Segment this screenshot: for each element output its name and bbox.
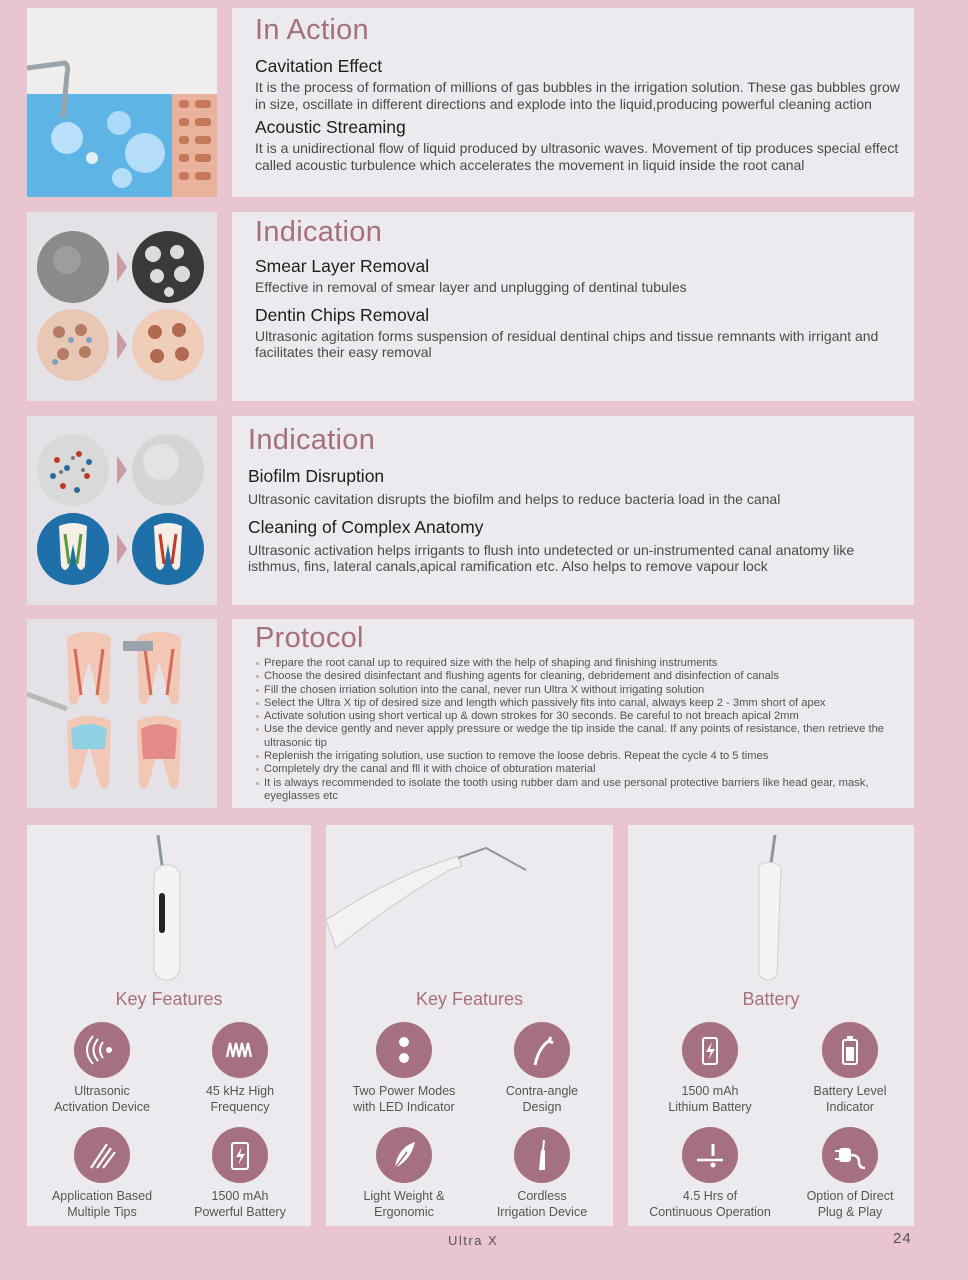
- protocol-step: Prepare the root canal up to required size with the help of shaping and finishing instruments: [256, 657, 896, 670]
- protocol-step: Fill the chosen irriation solution into the canal, never run Ultra X without irrigating solution: [256, 684, 896, 697]
- complex-anatomy-heading: Cleaning of Complex Anatomy: [248, 516, 484, 537]
- battery-level-icon: [822, 1022, 878, 1078]
- feature-label: Option of Direct: [806, 1189, 894, 1203]
- in-action-content: [255, 56, 900, 173]
- feature-label: Multiple Tips: [67, 1204, 137, 1219]
- device-image-3: [745, 835, 795, 985]
- feature-continuous-operation: [640, 1127, 780, 1220]
- feather-icon: [376, 1127, 432, 1183]
- dentin-chips-text: Ultrasonic agitation forms suspension of residual dentinal chips and tissue remnants with irrigant and facilitates their easy removal: [255, 327, 879, 360]
- protocol-step: Activate solution using short vertical up & down strokes for 30 seconds. Be careful to not breach apical 2mm: [256, 710, 896, 723]
- feature-label: Ergonomic: [374, 1204, 434, 1219]
- feature-ultrasonic: [32, 1022, 172, 1115]
- indication-content-2: [248, 466, 898, 575]
- power-modes-icon: [376, 1022, 432, 1078]
- indication-content-1: [255, 256, 900, 361]
- biofilm-text: Ultrasonic cavitation disrupts the biofilm and helps to reduce bacteria load in the canal: [248, 491, 781, 507]
- acoustic-heading: Acoustic Streaming: [255, 117, 406, 137]
- protocol-step: Replenish the irrigating solution, use suction to remove the loose debris. Repeat the cycle 4 to 5 times: [256, 750, 896, 763]
- feature-label: Frequency: [210, 1099, 270, 1114]
- protocol-step: It is always recommended to isolate the tooth using rubber dam and use personal protective barriers like head gear, mask, eyeglasses etc: [256, 777, 896, 804]
- protocol-title: Protocol: [255, 622, 364, 654]
- cordless-device-icon: [514, 1127, 570, 1183]
- feature-label: Application Based: [51, 1189, 153, 1203]
- frequency-wave-icon: [212, 1022, 268, 1078]
- battery-bolt-icon: [212, 1127, 268, 1183]
- feature-label: Irrigation Device: [496, 1204, 588, 1219]
- protocol-step: Use the device gently and never apply pressure or wedge the tip inside the canal. If any points of resistance, then retrieve the ultrasonic tip: [256, 723, 896, 750]
- feature-plug-play: [780, 1127, 920, 1220]
- cavitation-text: It is the process of formation of millions of gas bubbles in the irrigation solution. These gas bubbles grow in size, oscillate in different directions and explode into the liquid,producing powerful cleaning action: [255, 79, 900, 112]
- in-action-title: In Action: [255, 14, 369, 46]
- feature-contra-angle: [472, 1022, 612, 1115]
- feature-label: 1500 mAh: [681, 1084, 739, 1098]
- feature-label: Light Weight &: [363, 1189, 445, 1203]
- device-image-2: [326, 830, 536, 950]
- continuous-operation-icon: [682, 1127, 738, 1183]
- smear-layer-illustration: [27, 212, 217, 401]
- feature-label: Two Power Modes: [352, 1084, 456, 1098]
- smear-layer-text: Effective in removal of smear layer and unplugging of dentinal tubules: [255, 279, 687, 295]
- indication-title-2: Indication: [248, 424, 376, 456]
- plug-icon: [822, 1127, 878, 1183]
- cavitation-heading: Cavitation Effect: [255, 56, 383, 76]
- feature-label: 4.5 Hrs of: [682, 1189, 738, 1203]
- feature-label: with LED Indicator: [353, 1099, 455, 1114]
- key-features-title-1: Key Features: [115, 989, 223, 1009]
- page-number: 24: [893, 1230, 912, 1247]
- protocol-illustration: [27, 619, 217, 808]
- feature-lithium-battery: [640, 1022, 780, 1115]
- multiple-tips-icon: [74, 1127, 130, 1183]
- feature-label: Ultrasonic: [74, 1084, 130, 1098]
- device-image-1: [140, 835, 200, 985]
- dentin-chips-heading: Dentin Chips Removal: [255, 304, 430, 325]
- product-name-footer: Ultra X: [448, 1233, 499, 1248]
- protocol-steps: [256, 657, 896, 803]
- smear-layer-heading: Smear Layer Removal: [255, 256, 430, 276]
- key-features-title-2: Key Features: [415, 989, 524, 1009]
- biofilm-heading: Biofilm Disruption: [248, 466, 385, 486]
- ultrasonic-wave-icon: [74, 1022, 130, 1078]
- feature-label: 45 kHz High: [205, 1084, 275, 1098]
- indication-title-1: Indication: [255, 216, 383, 248]
- feature-power-modes: [334, 1022, 474, 1115]
- feature-label: Battery Level: [813, 1084, 887, 1098]
- contra-angle-icon: [514, 1022, 570, 1078]
- feature-label: Powerful Battery: [194, 1204, 286, 1219]
- lithium-battery-icon: [682, 1022, 738, 1078]
- feature-frequency: [170, 1022, 310, 1115]
- cavitation-illustration: [27, 8, 217, 197]
- feature-label: Activation Device: [54, 1099, 150, 1114]
- biofilm-illustration: [27, 416, 217, 605]
- feature-label: Indicator: [826, 1099, 874, 1114]
- acoustic-text: It is a unidirectional flow of liquid produced by ultrasonic waves. Movement of tip produces special effect called acoustic turbulence which accelerates the movement in liquid inside the root canal: [255, 140, 899, 173]
- feature-label: Contra-angle: [505, 1084, 579, 1098]
- battery-title: Battery: [742, 989, 800, 1009]
- feature-label: Design: [522, 1099, 562, 1114]
- feature-label: Continuous Operation: [649, 1204, 771, 1219]
- feature-cordless: [472, 1127, 612, 1220]
- feature-label: Cordless: [517, 1189, 567, 1203]
- feature-multiple-tips: [32, 1127, 172, 1220]
- feature-label: 1500 mAh: [211, 1189, 269, 1203]
- feature-light-weight: [334, 1127, 474, 1220]
- complex-anatomy-text: Ultrasonic activation helps irrigants to flush into undetected or un-instrumented canal anatomy like isthmus, fins, lateral canals,apical ramification etc. Also helps to remove vapour lock: [248, 541, 855, 574]
- protocol-step: Select the Ultra X tip of desired size and length which passively fits into canal, always keep 2 - 3mm short of apex: [256, 697, 896, 710]
- feature-battery-1: [170, 1127, 310, 1220]
- protocol-step: Completely dry the canal and fll it with choice of obturation material: [256, 763, 896, 776]
- feature-label: Lithium Battery: [668, 1099, 752, 1114]
- feature-battery-level: [780, 1022, 920, 1115]
- protocol-step: Choose the desired disinfectant and flushing agents for cleaning, debridement and disinfection of canals: [256, 670, 896, 683]
- feature-label: Plug & Play: [817, 1204, 883, 1219]
